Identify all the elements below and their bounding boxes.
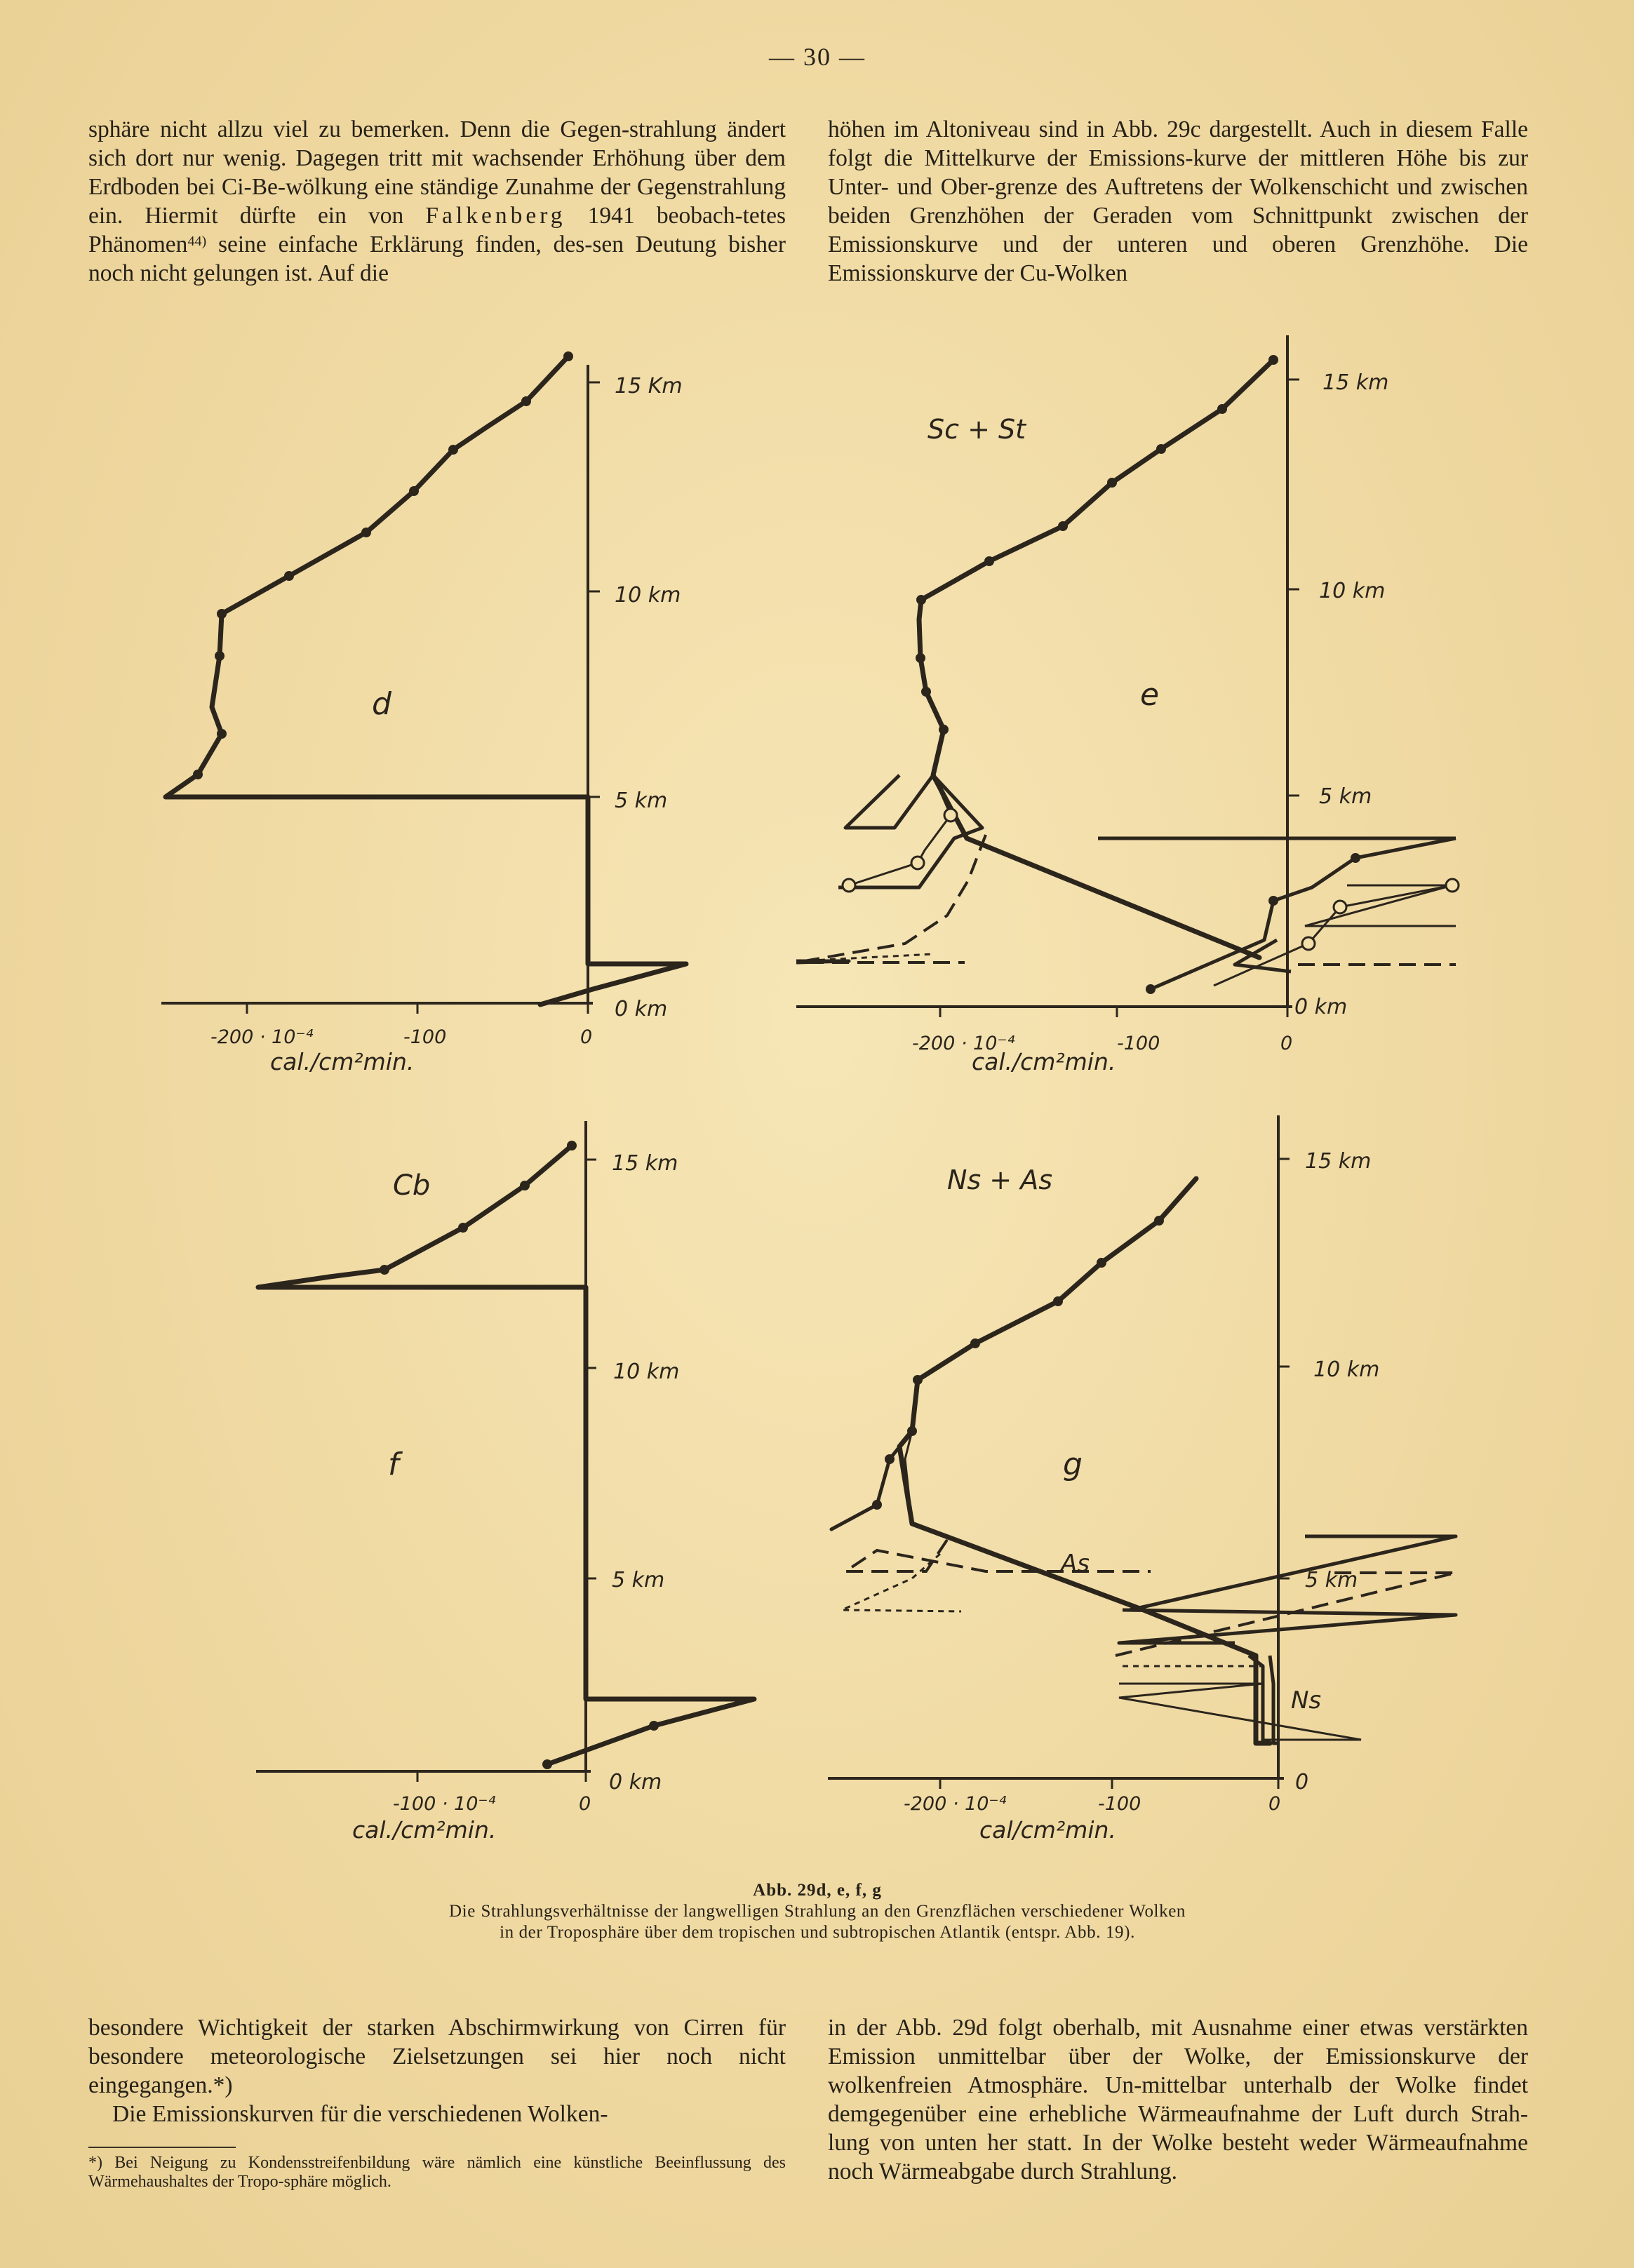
x-tick-label: 0 xyxy=(580,1026,593,1048)
y-tick-label: 15 Km xyxy=(615,374,683,398)
x-axis-unit: cal/cm²min. xyxy=(979,1816,1116,1844)
y-tick-label: 5 km xyxy=(1319,784,1372,809)
caption-body: Die Strahlungsverhältnisse der langwelligen Strahlung an den Grenzflächen verschiedener Wolken in der Troposphäre über dem tropischen und subtropischen Atlantik (entspr. Abb. 19). xyxy=(449,1902,1186,1942)
emission-curve xyxy=(166,356,686,1005)
cloud-annotation-as: As xyxy=(1061,1550,1090,1578)
cloud-type-label: Cb xyxy=(393,1169,431,1202)
panel-d xyxy=(161,351,686,1075)
panel-label: e xyxy=(1140,677,1160,713)
y-tick-label: 5 km xyxy=(612,1568,665,1592)
cloud-type-label: Sc + St xyxy=(928,414,1026,445)
reference-superscript: 44) xyxy=(187,234,207,249)
text-fragment: sphäre nicht allzu viel zu bemerken. Denn die Gegen-strahlung ändert sich dort nur wenig. Dagegen tritt mit wachsender Erhöhung über dem Erdboden bei Ci-Be-wölkung eine ständige Zunahme der Gegenstrahlung ein. Hiermit dürfte ein von xyxy=(88,116,786,229)
paragraph: Die Emissionskurven für die verschiedenen Wolken- xyxy=(112,2101,608,2127)
author-name: Falkenberg xyxy=(425,203,566,229)
emission-curve-cloud-top xyxy=(831,1431,912,1529)
x-tick-label: 0 xyxy=(579,1793,591,1815)
x-axis-unit: cal./cm²min. xyxy=(352,1816,497,1844)
x-tick-label: -100 xyxy=(1117,1033,1160,1054)
text-column-bottom-left xyxy=(88,2013,786,2128)
panel-f xyxy=(256,1121,754,1844)
x-tick-label: -200 · 10⁻⁴ xyxy=(210,1026,314,1048)
y-tick-label: 10 km xyxy=(613,1360,680,1384)
footnote-rule xyxy=(88,2147,236,2148)
y-tick-label: 0 km xyxy=(615,997,668,1021)
x-tick-label: -100 xyxy=(403,1026,447,1048)
x-tick-label: -100 · 10⁻⁴ xyxy=(393,1793,496,1815)
emission-curve-cloud-layers xyxy=(845,775,933,828)
x-tick-label: -100 xyxy=(1098,1793,1141,1815)
dashed-curve xyxy=(796,835,986,962)
curve-points xyxy=(380,1141,659,1769)
y-tick-label: 10 km xyxy=(1319,579,1386,603)
x-tick-label: -200 · 10⁻⁴ xyxy=(904,1793,1007,1815)
page-number: — 30 — xyxy=(769,43,866,71)
y-tick-label: 15 km xyxy=(1305,1149,1372,1174)
cloud-annotation-ns: Ns xyxy=(1291,1686,1322,1715)
footnote: *) Bei Neigung zu Kondensstreifenbildung wäre nämlich eine künstliche Beeinflussung des Wärmehaushaltes der Tropo-sphäre möglich. xyxy=(88,2154,786,2191)
mean-curve-below xyxy=(1214,885,1452,986)
figure-caption xyxy=(449,1880,1186,1943)
paragraph: höhen im Altoniveau sind in Abb. 29c dargestellt. Auch in diesem Falle folgt die Mittelkurve der Emissions-kurve der mittleren Höhe bis zur Unter- und Ober-grenze des Auftretens der Wolkenschicht und zwischen beiden Grenzhöhen der Geraden vom Schnittpunkt zwischen der Emissionskurve und der unteren und oberen Grenzhöhe. Die Emissionskurve der Cu-Wolken xyxy=(828,116,1528,286)
y-tick-label: 10 km xyxy=(615,583,681,608)
mean-curve xyxy=(849,775,951,885)
y-tick-label: 5 km xyxy=(1305,1568,1358,1592)
y-tick-label: 15 km xyxy=(1322,370,1389,395)
x-axis-unit: cal./cm²min. xyxy=(270,1048,415,1075)
y-tick-label: 5 km xyxy=(615,789,668,813)
paragraph: in der Abb. 29d folgt oberhalb, mit Ausnahme einer etwas verstärkten Emission unmittelbar über der Wolke, der Emissionskurve der wolkenfreien Atmosphäre. Un-mittelbar unterhalb der Wolke findet demgegenüber eine erhebliche Wärmeaufnahme der Luft durch Strah-lung von unten her statt. In der Wolke besteht weder Wärmeaufnahme noch Wärmeabgabe durch Strahlung. xyxy=(828,2015,1528,2185)
cloud-type-label: Ns + As xyxy=(947,1165,1053,1195)
emission-curve-below-cloud xyxy=(1151,838,1456,989)
caption-title: Abb. 29d, e, f, g xyxy=(753,1881,882,1900)
text-fragment: 1941 beobach-tetes Phänomen xyxy=(88,203,786,257)
curve-points xyxy=(916,355,1278,734)
x-tick-label: -200 · 10⁻⁴ xyxy=(912,1033,1015,1054)
panel-label: f xyxy=(388,1447,399,1482)
y-tick-label: 15 km xyxy=(612,1151,678,1176)
x-tick-label: 0 xyxy=(1280,1033,1293,1054)
text-column-bottom-right xyxy=(828,2013,1528,2186)
emission-curve xyxy=(899,1179,1270,1743)
text-fragment: seine einfache Erklärung finden, des-sen Deutung bisher noch nicht gelungen ist. Auf die xyxy=(88,232,786,286)
emission-curve xyxy=(258,1146,754,1764)
curve-points xyxy=(907,1216,1164,1436)
panel-e xyxy=(796,335,1459,1075)
x-tick-label: 0 xyxy=(1268,1793,1281,1815)
y-tick-label: 0 km xyxy=(1294,995,1348,1019)
emission-curve-below-cloud-g xyxy=(1130,1536,1456,1610)
panel-label: g xyxy=(1063,1447,1083,1482)
y-tick-label: 0 xyxy=(1295,1770,1309,1794)
x-axis-unit: cal./cm²min. xyxy=(972,1048,1116,1075)
paragraph: besondere Wichtigkeit der starken Abschirmwirkung von Cirren für besondere meteorologische Zielsetzungen sei hier noch nicht eingegangen.*) xyxy=(88,2015,786,2098)
panel-g xyxy=(828,1115,1456,1844)
panel-label: d xyxy=(372,686,391,722)
y-tick-label: 10 km xyxy=(1313,1357,1380,1382)
y-tick-label: 0 km xyxy=(609,1770,662,1794)
